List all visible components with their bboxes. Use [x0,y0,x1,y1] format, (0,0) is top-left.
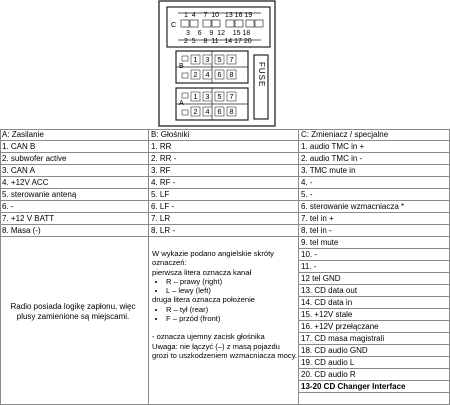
col-c-row-10: 10. - [301,250,318,259]
col-a-row-6: 6. - [2,202,14,211]
col-c-row-7: 7. tel in + [301,214,334,223]
pin-b-7: 7 [229,55,234,64]
col-c-row-18: 18. CD audio GND [301,346,368,355]
fuse-label: FUSE [257,62,266,88]
row-separator [298,272,450,273]
legend-position-list [152,305,298,324]
row-separator [0,212,450,213]
legend-second-letter: druga litera oznacza położenie [152,295,256,305]
pin-b-2: 2 [193,70,198,79]
pin-b-6: 6 [217,70,222,79]
row-separator [0,152,450,153]
connector-diagram [158,0,278,128]
row-separator [0,164,450,165]
row-separator [298,368,450,369]
header-col-a: A: Zasilanie [2,130,44,139]
col-b-row-7: 7. LR [151,214,171,223]
col-c-row-2: 2. audio TMC in - [301,154,363,163]
pin-b-8: 8 [229,70,234,79]
col-c-row-20: 20. CD audio R [301,370,356,379]
row-separator [298,380,450,381]
legend-minus: - oznacza ujemny zacisk głośnika [152,332,265,342]
pin-c-row2: 2 5 8 11 14 17 20 [184,38,252,45]
legend-channel-list [152,277,298,296]
legend-rear: • R – tył (rear) [166,305,298,314]
col-c-row-14: 14. CD data in [301,298,353,307]
pin-a-6: 6 [217,107,222,116]
col-a-row-8: 8. Masa (-) [2,226,41,235]
col-c-footer: 13-20 CD Changer Interface [301,382,406,391]
col-c-row-15: 15. +12V stale [301,310,353,319]
col-c-row-19: 19. CD audio L [301,358,355,367]
col-c-row-13: 13. CD data out [301,286,358,295]
row-separator [0,224,450,225]
col-b-row-8: 8. LR - [151,226,176,235]
col-a-row-2: 2. subwofer active [2,154,67,163]
col-b-row-3: 3. RF [151,166,171,175]
legend-right: • R – prawy (right) [166,277,298,286]
col-c-row-4: 4. - [301,178,313,187]
pin-b-4: 4 [205,70,210,79]
col-c-row-6: 6. sterowanie wzmacniacza * [301,202,405,211]
col-b-row-2: 2. RR - [151,154,177,163]
col-a-row-1: 1. CAN B [2,142,36,151]
row-separator [298,320,450,321]
col-b-row-5: 5. LF [151,190,170,199]
block-c-label: C [171,22,177,29]
row-separator [0,188,450,189]
col-c-row-3: 3. TMC mute in [301,166,356,175]
legend-front: • F – przód (front) [166,314,298,323]
row-separator [298,308,450,309]
row-separator [298,356,450,357]
pin-a-5: 5 [217,92,222,101]
row-separator [298,344,450,345]
legend-left: • L – lewy (left) [166,286,298,295]
row-separator [298,260,450,261]
pin-a-1: 1 [193,92,198,101]
pin-a-7: 7 [229,92,234,101]
col-divider-1 [148,129,149,405]
pinout-table [0,129,450,405]
col-c-row-12: 12 tel GND [301,274,341,283]
legend-intro: W wykazie podano angielskie skróty oznaczeń: [152,249,274,268]
pin-c-row1: 1 4 7 10 13 16 19 [184,12,253,19]
block-b-label: B [179,63,184,70]
radio-logic-note: Radio posiada logikę zapłonu, więc plusy zamienione są miejscami. [10,302,136,321]
legend-first-letter: pierwsza litera oznacza kanał [152,267,252,277]
col-b-row-1: 1. RR [151,142,172,151]
row-separator [298,248,450,249]
col-c-row-16: 16. +12V przełączane [301,322,379,331]
col-c-row-1: 1. audio TMC in + [301,142,365,151]
col-a-row-4: 4. +12V ACC [2,178,49,187]
row-separator [0,236,450,237]
legend-warning: Uwaga: nie łączyć (–) z masą pojazdu grozi to uszkodzeniem wzmacniacza mocy. [152,341,298,360]
col-a-row-5: 5. sterowanie anteną [2,190,77,199]
col-c-row-17: 17. CD masa magistrali [301,334,385,343]
row-separator [0,176,450,177]
row-separator [298,392,450,393]
row-separator [298,284,450,285]
row-separator [298,332,450,333]
col-c-row-11: 11. - [301,262,317,271]
block-a-label: A [179,100,184,107]
row-separator [298,296,450,297]
col-b-row-6: 6. LF - [151,202,175,211]
col-divider-2 [298,129,299,405]
row-separator [0,140,450,141]
pin-a-2: 2 [193,107,198,116]
col-a-row-7: 7. +12 V BATT [2,214,55,223]
col-c-row-5: 5. - [301,190,313,199]
col-b-row-4: 4. RF - [151,178,176,187]
col-c-row-9: 9. tel mute [301,238,339,247]
pin-a-8: 8 [229,107,234,116]
pin-b-3: 3 [205,55,210,64]
pin-a-3: 3 [205,92,210,101]
col-c-row-8: 8. tel in - [301,226,332,235]
col-a-row-3: 3. CAN A [2,166,35,175]
header-col-b: B: Głośniki [151,130,190,139]
header-col-c: C: Zmieniacz / specjalne [301,130,389,139]
row-separator [0,200,450,201]
pin-c-row-mid: 3 6 9 12 15 18 [186,30,251,37]
abbreviation-legend [152,249,298,360]
pin-a-4: 4 [205,107,210,116]
pin-b-1: 1 [193,55,198,64]
pin-b-5: 5 [217,55,222,64]
